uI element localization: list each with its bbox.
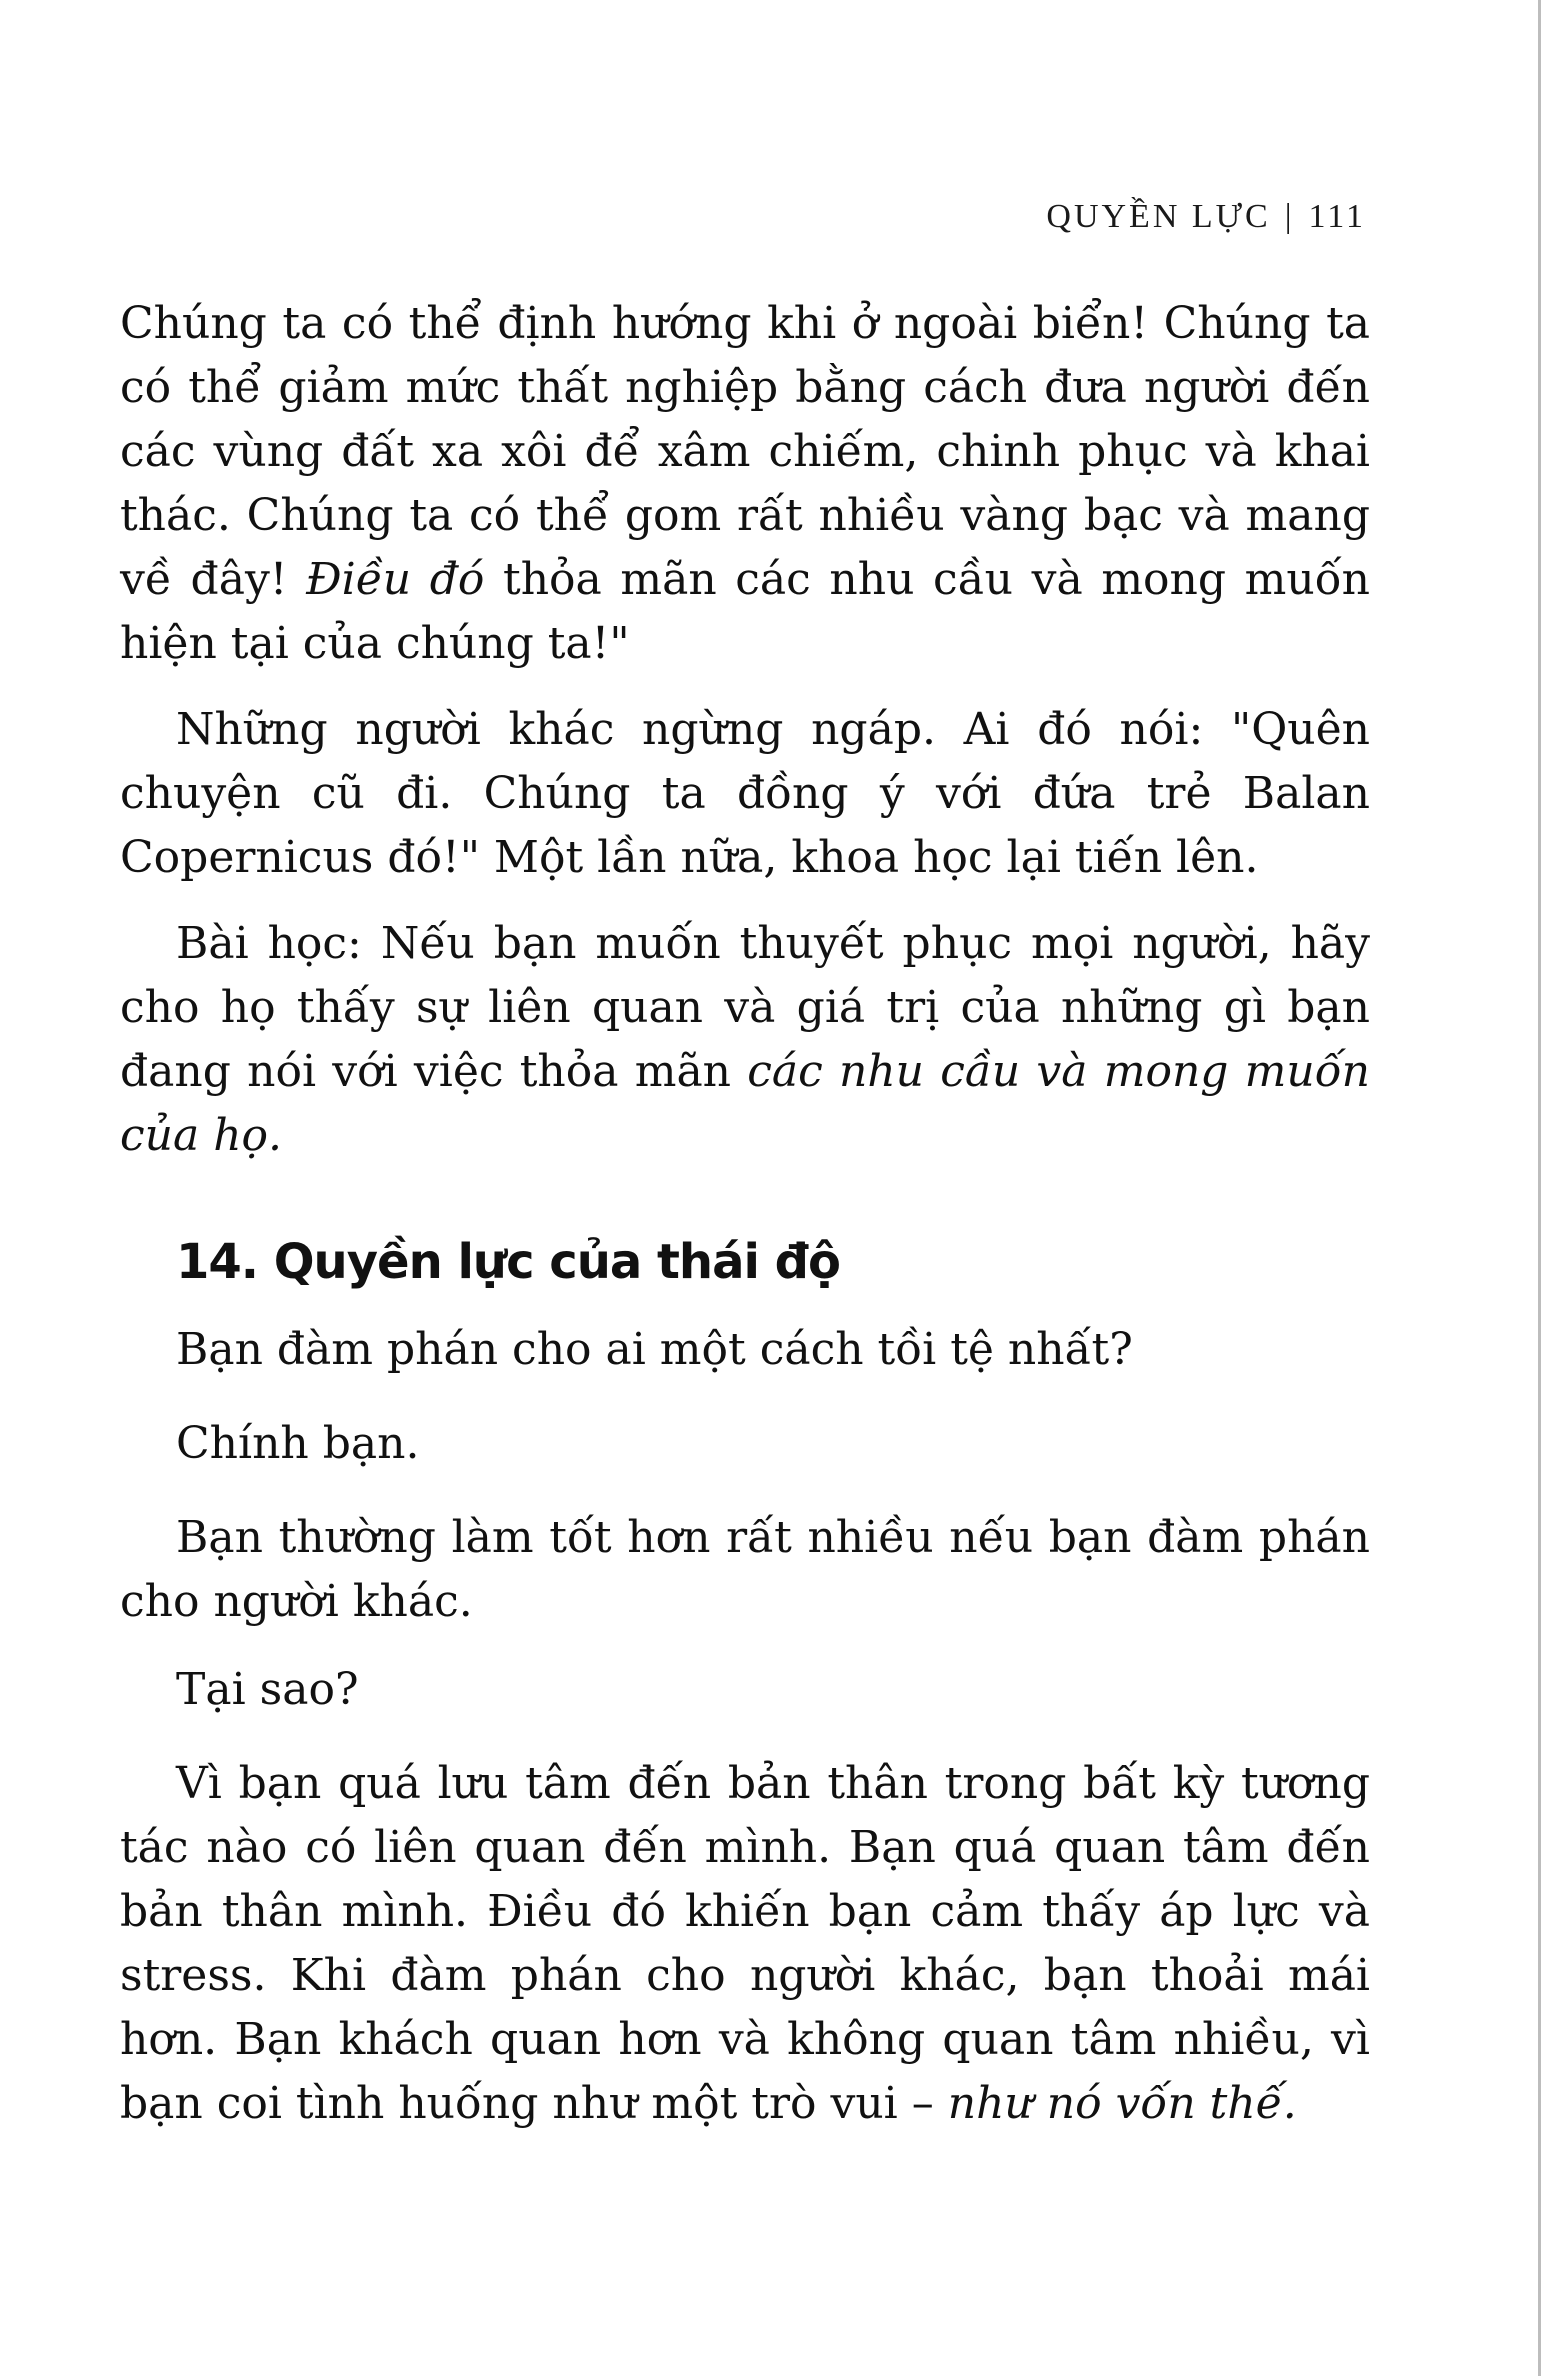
paragraph-1-italic: Điều đó [306,554,485,605]
question-1: Bạn đàm phán cho ai một cách tồi tệ nhất? [176,1324,1133,1375]
paragraph-4: Bạn thường làm tốt hơn rất nhiều nếu bạn đàm phán cho người khác. [120,1512,1370,1627]
header-title: QUYỀN LỰC [1046,198,1271,235]
answer-1: Chính bạn. [176,1418,420,1469]
section-heading: 14. Quyền lực của thái độ [176,1234,840,1290]
page-body [120,292,1370,2158]
paragraph-5-italic: như nó vốn thế. [947,2078,1297,2129]
paragraph-3: Bài học: Nếu bạn muốn thuyết phục mọi người, hãy cho họ thấy sự liên quan và giá trị của những gì bạn đang nói với việc thỏa mãn các nhu cầu và mong muốn của họ. [120,918,1370,1161]
header-separator: | [1284,198,1295,235]
paragraph-5: Vì bạn quá lưu tâm đến bản thân trong bất kỳ tương tác nào có liên quan đến mình. Bạn quá quan tâm đến bản thân mình. Điều đó khiến bạn cảm thấy áp lực và stress. Khi đàm phán cho người khác, bạn thoải mái hơn. Bạn khách quan hơn và không quan tâm nhiều, vì bạn coi tình huống như một trò vui – như nó vốn thế. [120,1758,1370,2129]
page-number: 111 [1308,198,1366,235]
running-header [1046,198,1366,236]
paragraph-2: Những người khác ngừng ngáp. Ai đó nói: "Quên chuyện cũ đi. Chúng ta đồng ý với đứa trẻ Balan Copernicus đó!" Một lần nữa, khoa học lại tiến lên. [120,704,1370,883]
question-2: Tại sao? [176,1664,359,1715]
paragraph-3-italic: các nhu cầu và mong muốn của họ. [120,1046,1370,1161]
paragraph-1: Chúng ta có thể định hướng khi ở ngoài biển! Chúng ta có thể giảm mức thất nghiệp bằng cách đưa người đến các vùng đất xa xôi để xâm chiếm, chinh phục và khai thác. Chúng ta có thể gom rất nhiều vàng bạc và mang về đây! Điều đó thỏa mãn các nhu cầu và mong muốn hiện tại của chúng ta!" [120,298,1370,669]
